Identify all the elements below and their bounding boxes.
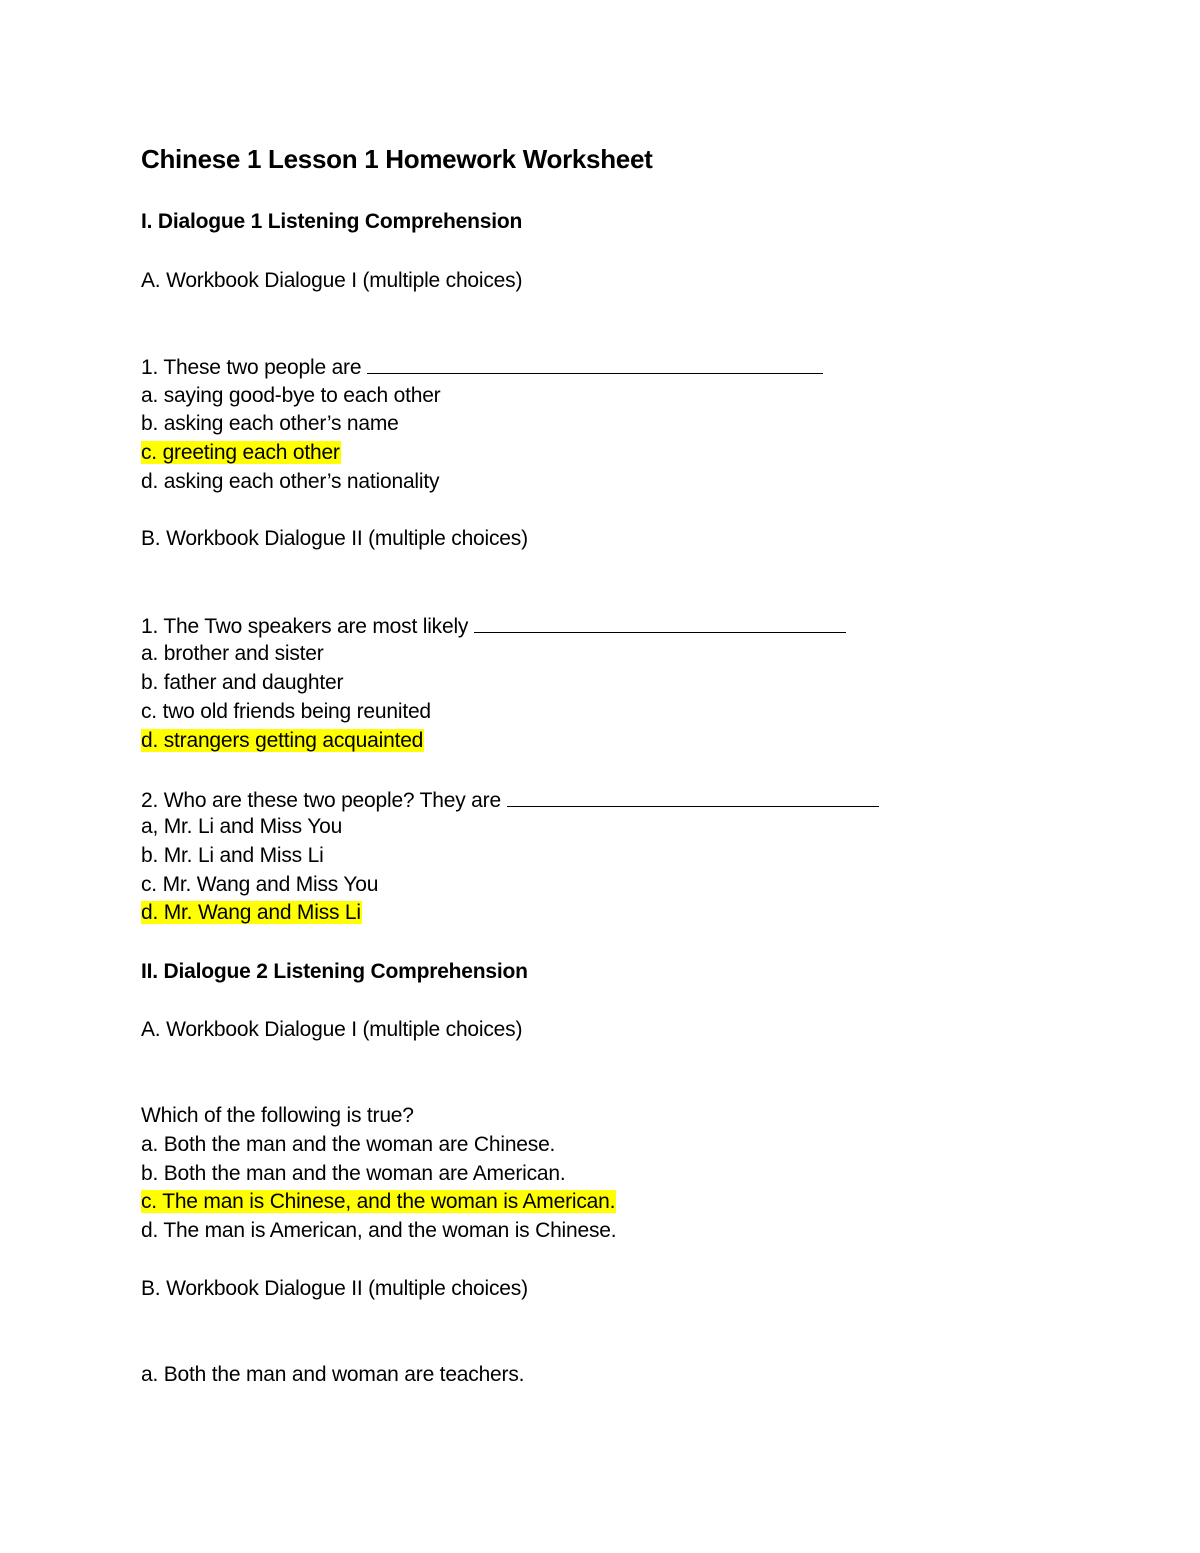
answer-option: a. Both the man and the woman are Chinese. (141, 1133, 556, 1156)
section-2-part-b-label: B. Workbook Dialogue II (multiple choices) (141, 1277, 528, 1300)
answer-option: c. Mr. Wang and Miss You (141, 873, 379, 896)
question-prompt: Which of the following is true? (141, 1104, 414, 1127)
answer-highlight: c. The man is Chinese, and the woman is American. (141, 1190, 616, 1213)
question-prompt (141, 353, 823, 381)
answer-option-highlighted (141, 1189, 616, 1215)
answer-option: b. Both the man and the woman are American. (141, 1162, 566, 1185)
answer-option: d. The man is American, and the woman is Chinese. (141, 1219, 617, 1242)
answer-option: c. two old friends being reunited (141, 700, 431, 723)
answer-option: b. asking each other’s name (141, 412, 399, 435)
question-text: 1. These two people are (141, 356, 362, 379)
answer-highlight: d. strangers getting acquainted (141, 729, 424, 752)
answer-option: a. Both the man and woman are teachers. (141, 1363, 525, 1386)
question-text: 1. The Two speakers are most likely (141, 615, 469, 638)
answer-option: a. saying good-bye to each other (141, 384, 441, 407)
answer-option: b. Mr. Li and Miss Li (141, 844, 324, 867)
answer-option-highlighted (141, 440, 341, 466)
section-2-heading: II. Dialogue 2 Listening Comprehension (141, 960, 528, 983)
section-1-heading: I. Dialogue 1 Listening Comprehension (141, 210, 523, 233)
answer-option: b. father and daughter (141, 671, 344, 694)
question-text: 2. Who are these two people? They are (141, 789, 501, 812)
answer-option: d. asking each other’s nationality (141, 470, 440, 493)
question-prompt (141, 612, 846, 640)
answer-option-highlighted (141, 728, 424, 754)
answer-blank (367, 353, 823, 374)
question-prompt (141, 786, 879, 814)
answer-option-highlighted (141, 900, 362, 926)
answer-highlight: c. greeting each other (141, 441, 340, 464)
page-title: Chinese 1 Lesson 1 Homework Worksheet (141, 144, 653, 174)
answer-blank (474, 612, 846, 633)
section-1-part-b-label: B. Workbook Dialogue II (multiple choices) (141, 527, 528, 550)
answer-blank (507, 786, 879, 807)
section-2-part-a-label: A. Workbook Dialogue I (multiple choices) (141, 1018, 523, 1041)
answer-option: a. brother and sister (141, 642, 324, 665)
answer-option: a, Mr. Li and Miss You (141, 815, 343, 838)
section-1-part-a-label: A. Workbook Dialogue I (multiple choices) (141, 269, 523, 292)
answer-highlight: d. Mr. Wang and Miss Li (141, 901, 361, 924)
